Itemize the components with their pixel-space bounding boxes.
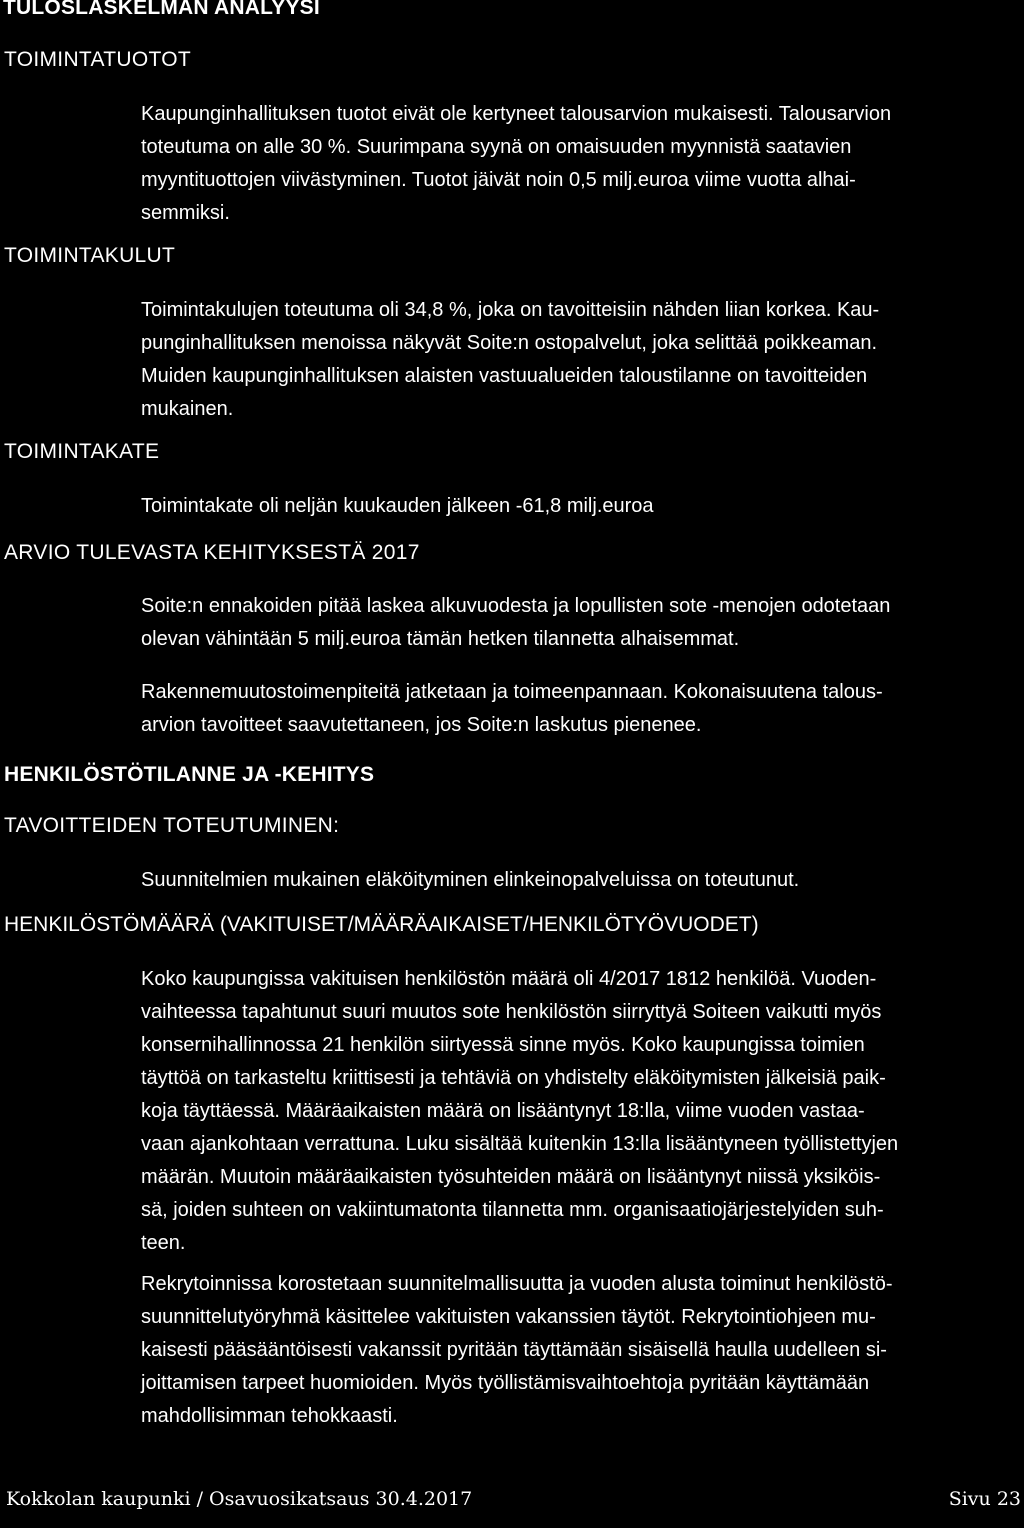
text-line: olevan vähintään 5 milj.euroa tämän hetken tilannetta alhaisemmat. <box>141 628 740 650</box>
text-line: Soite:n ennakoiden pitää laskea alkuvuodesta ja lopullisten sote -menojen odotetaan <box>141 595 891 617</box>
text-line: semmiksi. <box>141 202 230 224</box>
text-line: vaihteessa tapahtunut suuri muutos sote henkilöstön siirryttyä Soiteen vaikutti myös <box>141 1001 882 1023</box>
text-line: Koko kaupungissa vakituisen henkilöstön määrä oli 4/2017 1812 henkilöä. Vuoden- <box>141 968 877 990</box>
document-title: TULOSLASKELMAN ANALYYSI <box>3 0 320 19</box>
section-label-tavoitteiden: TAVOITTEIDEN TOTEUTUMINEN: <box>4 814 340 837</box>
text-line: Muiden kaupunginhallituksen alaisten vastuualueiden taloustilanne on tavoitteiden <box>141 365 868 387</box>
text-line: Rakennemuutostoimenpiteitä jatketaan ja toimeenpannaan. Kokonaisuutena talous- <box>141 681 883 703</box>
paragraph-arvio-2 <box>141 676 883 742</box>
section-label-toimintakulut: TOIMINTAKULUT <box>4 244 176 267</box>
text-line: täyttöä on tarkasteltu kriittisesti ja tehtäviä on yhdistelty eläköitymisten jälkeisiä paik- <box>141 1067 886 1089</box>
section-heading-henkilosto: HENKILÖSTÖTILANNE JA -KEHITYS <box>4 763 375 786</box>
text-line: sä, joiden suhteen on vakiintumatonta tilannetta mm. organisaatiojärjestelyiden suh- <box>141 1199 884 1221</box>
footer-page-number: Sivu 23 <box>948 1488 1021 1510</box>
text-line: määrän. Muutoin määräaikaisten työsuhteiden määrä on lisääntynyt niissä yksiköis- <box>141 1166 881 1188</box>
text-line: Rekrytoinnissa korostetaan suunnitelmallisuutta ja vuoden alusta toiminut henkilöstö- <box>141 1273 893 1295</box>
text-line: teen. <box>141 1232 186 1254</box>
paragraph-toimintakate <box>141 490 654 523</box>
text-line: kaisesti pääsääntöisesti vakanssit pyritään täyttämään sisäisellä haulla uudelleen si- <box>141 1339 887 1361</box>
section-label-toimintatuotot: TOIMINTATUOTOT <box>4 48 191 71</box>
text-line: Toimintakate oli neljän kuukauden jälkeen -61,8 milj.euroa <box>141 495 654 517</box>
text-line: suunnittelutyöryhmä käsittelee vakituisten vakanssien täytöt. Rekrytointiohjeen mu- <box>141 1306 876 1328</box>
text-line: mukainen. <box>141 398 234 420</box>
text-line: mahdollisimman tehokkaasti. <box>141 1405 398 1427</box>
text-line: punginhallituksen menoissa näkyvät Soite:n ostopalvelut, joka selittää poikkeaman. <box>141 332 877 354</box>
section-label-henkilostomaara: HENKILÖSTÖMÄÄRÄ (VAKITUISET/MÄÄRÄAIKAISET/HENKILÖTYÖVUODET) <box>4 913 759 936</box>
paragraph-henkilostomaara-1 <box>141 963 898 1260</box>
text-line: toteutuma on alle 30 %. Suurimpana syynä on omaisuuden myynnistä saatavien <box>141 136 852 158</box>
text-line: vaan ajankohtaan verrattuna. Luku sisältää kuitenkin 13:lla lisääntyneen työllistettyjen <box>141 1133 899 1155</box>
text-line: myyntituottojen viivästyminen. Tuotot jäivät noin 0,5 milj.euroa viime vuotta alhai- <box>141 169 856 191</box>
text-line: koja täyttäessä. Määräaikaisten määrä on lisääntynyt 18:lla, viime vuoden vastaa- <box>141 1100 865 1122</box>
text-line: Kaupunginhallituksen tuotot eivät ole kertyneet talousarvion mukaisesti. Talousarvion <box>141 103 892 125</box>
paragraph-tavoitteiden <box>141 864 799 897</box>
paragraph-toimintatuotot <box>141 98 891 230</box>
text-line: arvion tavoitteet saavutettaneen, jos Soite:n laskutus pienenee. <box>141 714 702 736</box>
section-label-toimintakate: TOIMINTAKATE <box>4 440 160 463</box>
text-line: konsernihallinnossa 21 henkilön siirtyessä sinne myös. Koko kaupungissa toimien <box>141 1034 865 1056</box>
section-label-arvio: ARVIO TULEVASTA KEHITYKSESTÄ 2017 <box>4 541 420 564</box>
paragraph-arvio-1 <box>141 590 890 656</box>
paragraph-toimintakulut <box>141 294 879 426</box>
paragraph-henkilostomaara-2 <box>141 1268 893 1433</box>
footer-publication: Kokkolan kaupunki / Osavuosikatsaus 30.4.2017 <box>6 1488 473 1510</box>
text-line: Toimintakulujen toteutuma oli 34,8 %, joka on tavoitteisiin nähden liian korkea. Kau- <box>141 299 880 321</box>
text-line: joittamisen tarpeet huomioiden. Myös työllistämisvaihtoehtoja pyritään käyttämään <box>141 1372 870 1394</box>
text-line: Suunnitelmien mukainen eläköityminen elinkeinopalveluissa on toteutunut. <box>141 869 800 891</box>
